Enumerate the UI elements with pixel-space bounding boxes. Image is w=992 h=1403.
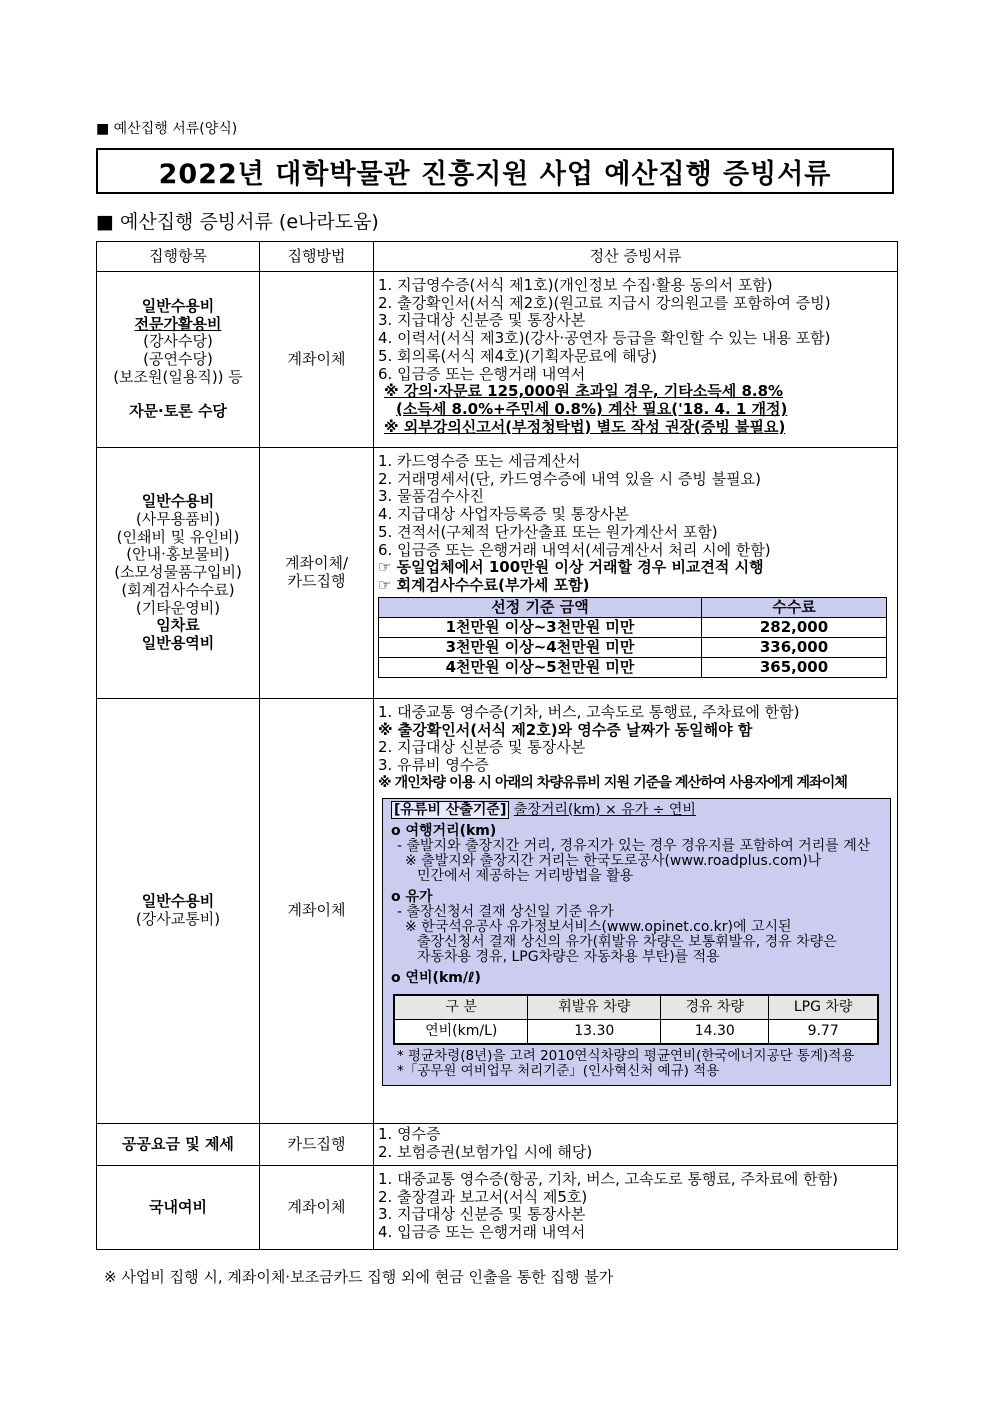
doc-note: ※ 개인차량 이용 시 아래의 차량유류비 지원 기준을 계산하여 사용자에게 계좌이체 [378, 774, 848, 791]
formula-label: [유류비 산출기준] [391, 801, 509, 819]
doc-line: 3. 물품검수사진 [378, 487, 485, 506]
fuel-text: ※ 한국석유공사 유가정보서비스(www.opinet.co.kr)에 고시된 [405, 918, 792, 935]
item-label: (인쇄비 및 유인비) [116, 527, 240, 546]
doc-line: 5. 견적서(구체적 단가산출표 또는 원가계산서 포함) [378, 522, 718, 541]
fee-amount: 282,000 [702, 617, 887, 637]
item-label: (안내·홍보물비) [126, 545, 230, 564]
fuel-header: LPG 차량 [769, 995, 878, 1020]
docs-cell [374, 448, 898, 699]
item-label: (공연수당) [143, 350, 213, 368]
fuel-cell: 연비(km/L) [394, 1019, 528, 1044]
fuel-cell: 14.30 [661, 1019, 769, 1044]
spacer [97, 386, 259, 403]
fee-row [379, 657, 887, 677]
item-cell [97, 448, 260, 699]
item-cell [97, 1166, 260, 1250]
fee-amount: 365,000 [702, 657, 887, 677]
fuel-text: - 출장신청서 결재 상신일 기준 유가 [397, 903, 614, 920]
table-row [97, 1124, 898, 1166]
doc-note: ※ 강의·자문료 125,000원 초과일 경우, 기타소득세 8.8% [384, 382, 784, 401]
doc-line: 2. 지급대상 신분증 및 통장사본 [378, 738, 586, 757]
docs-cell [374, 699, 898, 1124]
fuel-text: - 출발지와 출장지간 거리, 경유지가 있는 경우 경유지를 포함하여 거리를 계산 [397, 837, 871, 854]
fuel-text: ※ 출발지와 출장지간 거리는 한국도로공사(www.roadplus.com)나 [405, 852, 822, 869]
fee-table [378, 597, 887, 678]
header-item: 집행항목 [97, 242, 260, 272]
doc-line: 6. 입금증 또는 은행거래 내역서(세금계산서 처리 시에 한함) [378, 540, 771, 559]
method-cell: 계좌이체/ 카드집행 [260, 448, 374, 699]
method-cell: 계좌이체 [260, 699, 374, 1124]
fuel-row [394, 1019, 878, 1044]
item-label: 일반수용비 [141, 296, 215, 315]
doc-line: 2. 거래명세서(단, 카드영수증에 내역 있을 시 증빙 불필요) [378, 469, 761, 488]
fuel-header: 구 분 [394, 995, 528, 1020]
item-label: 국내여비 [149, 1197, 207, 1216]
table-row [97, 448, 898, 699]
method-cell: 카드집행 [260, 1124, 374, 1166]
fuel-efficiency-table [393, 994, 879, 1045]
fee-range: 4천만원 이상~5천만원 미만 [379, 657, 702, 677]
table-header-row [97, 242, 898, 272]
doc-line: 5. 회의록(서식 제4호)(기획자문료에 해당) [378, 346, 657, 365]
budget-evidence-table [96, 241, 898, 1250]
docs-cell [374, 1124, 898, 1166]
doc-line: 2. 출장결과 보고서(서식 제5호) [378, 1187, 588, 1206]
method-cell: 계좌이체 [260, 1166, 374, 1250]
item-label: (사무용품비) [135, 510, 221, 529]
top-note: ■ 예산집행 서류(양식) [96, 121, 238, 137]
docs-cell [374, 1166, 898, 1250]
doc-line: 3. 지급대상 신분증 및 통장사본 [378, 311, 586, 330]
fee-row [379, 617, 887, 637]
doc-line: 3. 지급대상 신분증 및 통장사본 [378, 1205, 586, 1224]
fee-header-row [379, 597, 887, 617]
item-cell [97, 1124, 260, 1166]
fee-range: 3천만원 이상~4천만원 미만 [379, 637, 702, 657]
doc-line: 1. 지급영수증(서식 제1호)(개인정보 수집·활용 동의서 포함) [378, 276, 773, 294]
item-label: (기타운영비) [135, 598, 221, 617]
table-row [97, 699, 898, 1124]
fuel-header: 휘발유 차량 [528, 995, 661, 1020]
item-label: (소모성물품구입비) [114, 563, 242, 582]
bottom-note: ※ 사업비 집행 시, 계좌이체·보조금카드 집행 외에 현금 인출을 통한 집행 불가 [104, 1268, 614, 1286]
header-docs: 정산 증빙서류 [374, 242, 898, 272]
item-cell [97, 272, 260, 448]
section-oil-price: o 유가 [391, 888, 433, 905]
fuel-cost-box [382, 798, 891, 1086]
doc-line: 4. 지급대상 사업자등록증 및 통장사본 [378, 505, 629, 524]
method-cell: 계좌이체 [260, 272, 374, 448]
doc-note: (소득세 8.0%+주민세 0.8%) 계산 필요('18. 4. 1 개정) [396, 399, 788, 418]
fee-row [379, 637, 887, 657]
doc-line: 2. 출강확인서(서식 제2호)(원고료 지급시 강의원고를 포함하여 증빙) [378, 293, 831, 312]
fuel-text: 출장신청서 결재 상신의 유가(휘발유 차량은 보통휘발유, 경유 차량은 [417, 933, 837, 950]
item-cell [97, 699, 260, 1124]
item-label: (보조원(일용직)) 등 [113, 367, 243, 386]
doc-line: 1. 영수증 [378, 1125, 441, 1143]
fuel-text: 민간에서 제공하는 거리방법을 활용 [417, 867, 634, 884]
header-method: 집행방법 [260, 242, 374, 272]
doc-note: ※ 외부강의신고서(부정청탁법) 별도 작성 권장(증빙 불필요) [384, 417, 786, 436]
section-efficiency: o 연비(km/ℓ) [391, 969, 481, 986]
doc-line: 2. 보험증권(보험가입 시에 해당) [378, 1142, 593, 1161]
section-distance: o 여행거리(km) [391, 822, 497, 839]
doc-note: ☞ 동일업체에서 100만원 이상 거래할 경우 비교견적 시행 [378, 558, 764, 577]
doc-note: ☞ 회계검사수수료(부가세 포함) [378, 575, 590, 594]
fuel-cell: 13.30 [528, 1019, 661, 1044]
fuel-header: 경유 차량 [661, 995, 769, 1020]
item-label: 일반용역비 [141, 633, 215, 652]
item-label: (강사교통비) [135, 910, 221, 928]
item-label: 임차료 [156, 616, 200, 635]
formula-text: 출장거리(km) × 유가 ÷ 연비 [513, 801, 696, 818]
doc-line: 1. 대중교통 영수증(항공, 기차, 버스, 고속도로 통행료, 주차료에 한함) [378, 1170, 838, 1188]
doc-line: 1. 대중교통 영수증(기차, 버스, 고속도로 통행료, 주차료에 한함) [378, 703, 800, 721]
item-label: 공공요금 및 제세 [122, 1134, 234, 1153]
fuel-formula [391, 803, 884, 818]
docs-cell [374, 272, 898, 448]
fuel-header-row [394, 995, 878, 1020]
fee-header: 수수료 [702, 597, 887, 617]
fuel-text: 자동차용 경유, LPG차량은 자동차용 부탄)를 적용 [417, 948, 720, 965]
doc-line: 6. 입금증 또는 은행거래 내역서 [378, 364, 586, 383]
fuel-footnote: * 평균차령(8년)을 고려 2010연식차량의 평균연비(한국에너지공단 통계)적용 [397, 1047, 855, 1064]
doc-line: 4. 입금증 또는 은행거래 내역서 [378, 1223, 586, 1242]
document-title: 2022년 대학박물관 진흥지원 사업 예산집행 증빙서류 [96, 148, 894, 194]
table-row [97, 1166, 898, 1250]
table-row [97, 272, 898, 448]
item-label: 일반수용비 [141, 492, 215, 511]
fee-range: 1천만원 이상~3천만원 미만 [379, 617, 702, 637]
item-label: (강사수당) [143, 332, 213, 351]
fuel-cell: 9.77 [769, 1019, 878, 1044]
doc-note: ※ 출강확인서(서식 제2호)와 영수증 날짜가 동일해야 함 [378, 720, 753, 739]
item-label: (회계검사수수료) [121, 580, 235, 599]
doc-line: 3. 유류비 영수증 [378, 756, 489, 775]
item-label: 전문가활용비 [134, 314, 222, 333]
doc-line: 4. 이력서(서식 제3호)(강사·공연자 등급을 확인할 수 있는 내용 포함) [378, 329, 831, 348]
fee-amount: 336,000 [702, 637, 887, 657]
fee-header: 선정 기준 금액 [379, 597, 702, 617]
doc-line: 1. 카드영수증 또는 세금계산서 [378, 452, 581, 470]
section-heading: ■ 예산집행 증빙서류 (e나라도움) [96, 211, 379, 233]
fuel-footnote: *「공무원 여비업무 처리기준」(인사혁신처 예규) 적용 [397, 1062, 720, 1079]
item-label: 일반수용비 [141, 892, 215, 911]
item-label: 자문·토론 수당 [129, 402, 227, 421]
